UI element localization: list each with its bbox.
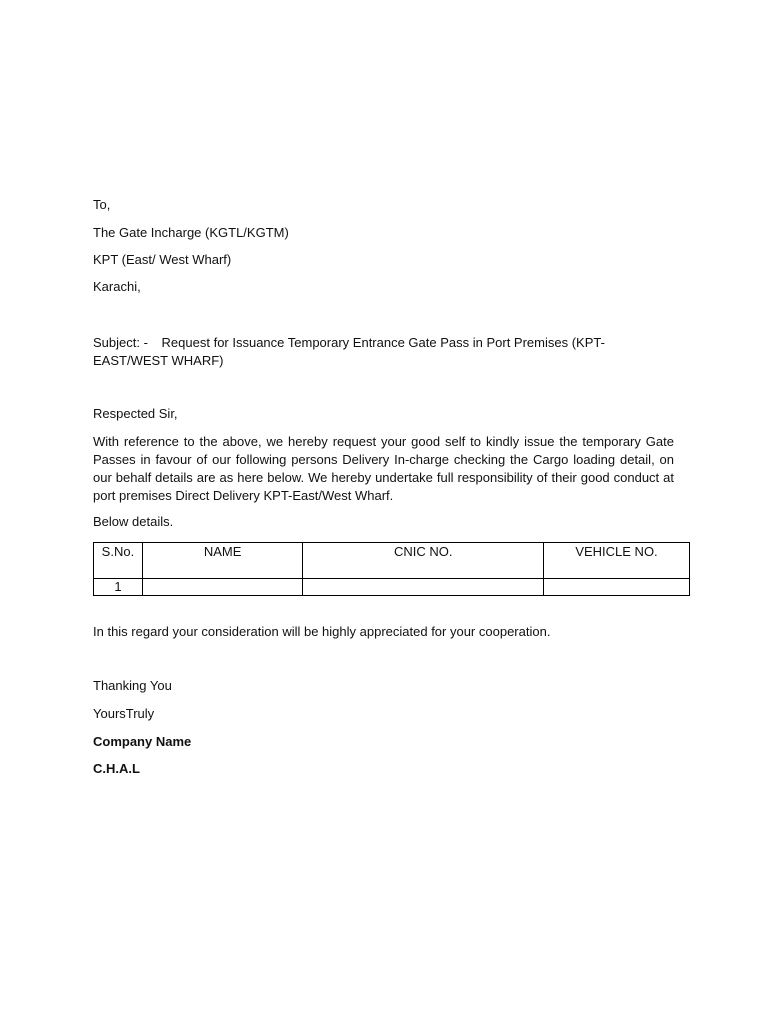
closing-paragraph: In this regard your consideration will be highly appreciated for your cooperation. <box>93 624 551 639</box>
thanking-line: Thanking You <box>93 678 172 693</box>
header-sno: S.No. <box>94 543 143 579</box>
header-name: NAME <box>142 543 303 579</box>
cell-name <box>142 579 303 596</box>
chal-line: C.H.A.L <box>93 761 140 776</box>
below-details-label: Below details. <box>93 514 174 529</box>
body-paragraph: With reference to the above, we hereby request your good self to kindly issue the temporary Gate Passes in favour of our following persons Delivery In-charge checking the Cargo loading detail, on our behalf details are as here below. We hereby undertake full responsibility of their good conduct at port premises Direct Delivery KPT-East/West Wharf. <box>93 434 674 503</box>
company-name: Company Name <box>93 734 192 749</box>
subject-label: Subject: - <box>93 335 148 350</box>
header-cnic: CNIC NO. <box>303 543 544 579</box>
table-header-row <box>94 543 690 579</box>
cell-vehicle <box>544 579 690 596</box>
subject-text: Request for Issuance Temporary Entrance Gate Pass in Port Premises (KPT-EAST/WEST WHARF) <box>93 335 605 368</box>
header-vehicle: VEHICLE NO. <box>544 543 690 579</box>
yours-truly-line: YoursTruly <box>93 706 155 721</box>
greeting: Respected Sir, <box>93 406 178 421</box>
to-line: To, <box>93 197 111 212</box>
table-row <box>94 579 690 596</box>
recipient-line-2: KPT (East/ West Wharf) <box>93 252 232 267</box>
recipient-line-3: Karachi, <box>93 279 141 294</box>
subject-line <box>93 334 673 370</box>
details-table <box>93 542 690 596</box>
recipient-line-1: The Gate Incharge (KGTL/KGTM) <box>93 225 289 240</box>
cell-cnic <box>303 579 544 596</box>
cell-sno: 1 <box>94 579 143 596</box>
